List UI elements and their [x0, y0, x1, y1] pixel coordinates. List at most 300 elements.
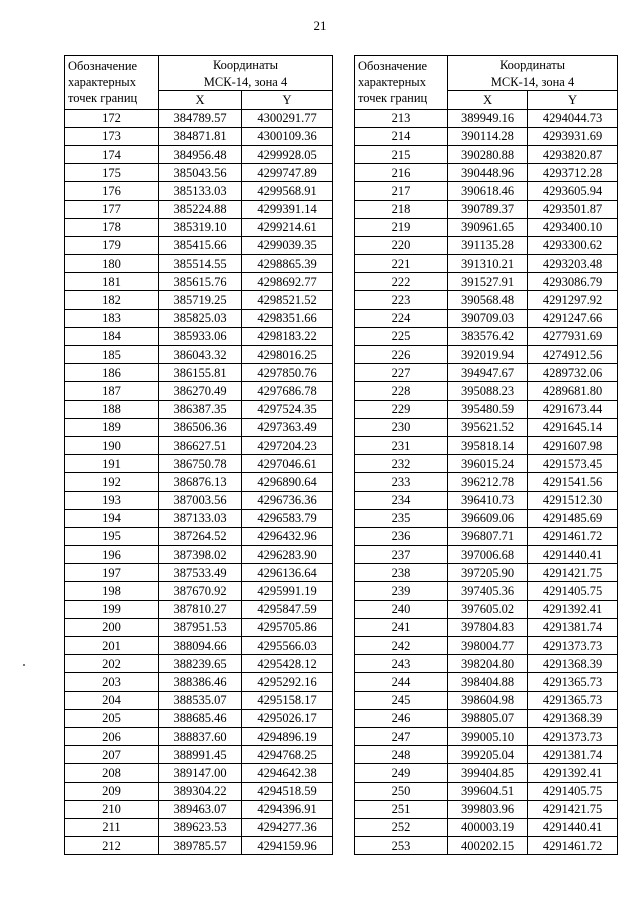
x-coordinate-cell: 389304.22 [159, 782, 242, 800]
point-number-cell: 248 [355, 746, 448, 764]
point-number-cell: 218 [355, 200, 448, 218]
point-number-cell: 202 [65, 655, 159, 673]
x-coordinate-cell: 390961.65 [448, 218, 528, 236]
point-number-cell: 193 [65, 491, 159, 509]
point-designation-header: Обозначение характерных точек границ [355, 56, 448, 110]
y-coordinate-cell: 4295705.86 [242, 618, 333, 636]
point-number-cell: 188 [65, 400, 159, 418]
table-row [65, 164, 333, 182]
table-row [355, 382, 618, 400]
y-coordinate-cell: 4291368.39 [528, 655, 618, 673]
point-number-cell: 240 [355, 600, 448, 618]
scan-speck [23, 664, 25, 666]
x-coordinate-cell: 388837.60 [159, 727, 242, 745]
x-coordinate-cell: 394947.67 [448, 364, 528, 382]
x-coordinate-cell: 388239.65 [159, 655, 242, 673]
x-coordinate-cell: 387670.92 [159, 582, 242, 600]
point-number-cell: 226 [355, 346, 448, 364]
y-coordinate-cell: 4291645.14 [528, 418, 618, 436]
y-coordinate-cell: 4293300.62 [528, 236, 618, 254]
y-coordinate-cell: 4277931.69 [528, 327, 618, 345]
x-coordinate-cell: 387003.56 [159, 491, 242, 509]
x-coordinate-cell: 389623.53 [159, 818, 242, 836]
x-coordinate-cell: 388386.46 [159, 673, 242, 691]
table-row [65, 127, 333, 145]
point-number-cell: 238 [355, 564, 448, 582]
y-coordinate-cell: 4295991.19 [242, 582, 333, 600]
point-number-cell: 177 [65, 200, 159, 218]
x-coordinate-cell: 399205.04 [448, 746, 528, 764]
table-row [65, 727, 333, 745]
table-row [355, 582, 618, 600]
x-coordinate-cell: 397205.90 [448, 564, 528, 582]
point-number-cell: 194 [65, 509, 159, 527]
point-number-cell: 173 [65, 127, 159, 145]
table-row [65, 236, 333, 254]
point-number-cell: 217 [355, 182, 448, 200]
x-coordinate-cell: 387133.03 [159, 509, 242, 527]
table-row [355, 145, 618, 163]
table-row [65, 491, 333, 509]
x-coordinate-cell: 388685.46 [159, 709, 242, 727]
x-coordinate-cell: 389147.00 [159, 764, 242, 782]
x-coordinate-cell: 389785.57 [159, 837, 242, 855]
table-row [355, 200, 618, 218]
table-row [65, 418, 333, 436]
table-row [355, 837, 618, 855]
y-coordinate-cell: 4299747.89 [242, 164, 333, 182]
x-coordinate-cell: 385415.66 [159, 236, 242, 254]
x-coordinate-cell: 387398.02 [159, 546, 242, 564]
y-coordinate-cell: 4294396.91 [242, 800, 333, 818]
y-coordinate-cell: 4295847.59 [242, 600, 333, 618]
y-coordinate-cell: 4296736.36 [242, 491, 333, 509]
y-coordinate-cell: 4291421.75 [528, 564, 618, 582]
table-row [65, 564, 333, 582]
point-number-cell: 186 [65, 364, 159, 382]
y-coordinate-cell: 4294896.19 [242, 727, 333, 745]
y-coordinate-cell: 4299214.61 [242, 218, 333, 236]
x-coordinate-cell: 400003.19 [448, 818, 528, 836]
x-coordinate-cell: 391527.91 [448, 273, 528, 291]
y-coordinate-cell: 4291512.30 [528, 491, 618, 509]
y-coordinate-cell: 4291381.74 [528, 618, 618, 636]
table-row [355, 709, 618, 727]
y-coordinate-cell: 4298183.22 [242, 327, 333, 345]
point-number-cell: 215 [355, 145, 448, 163]
x-coordinate-cell: 389463.07 [159, 800, 242, 818]
x-coordinate-cell: 398604.98 [448, 691, 528, 709]
point-number-cell: 229 [355, 400, 448, 418]
point-number-cell: 237 [355, 546, 448, 564]
table-row [355, 309, 618, 327]
point-number-cell: 175 [65, 164, 159, 182]
y-coordinate-cell: 4299928.05 [242, 145, 333, 163]
x-coordinate-cell: 386387.35 [159, 400, 242, 418]
table-row [65, 291, 333, 309]
table-row [65, 309, 333, 327]
y-coordinate-cell: 4298351.66 [242, 309, 333, 327]
point-number-cell: 253 [355, 837, 448, 855]
x-coordinate-cell: 400202.15 [448, 837, 528, 855]
x-coordinate-cell: 391310.21 [448, 255, 528, 273]
point-number-cell: 252 [355, 818, 448, 836]
y-coordinate-cell: 4293820.87 [528, 145, 618, 163]
point-number-cell: 196 [65, 546, 159, 564]
point-number-cell: 208 [65, 764, 159, 782]
coordinates-header: Координаты [448, 56, 618, 74]
table-row [355, 218, 618, 236]
y-coordinate-cell: 4299391.14 [242, 200, 333, 218]
y-coordinate-cell: 4298521.52 [242, 291, 333, 309]
point-number-cell: 189 [65, 418, 159, 436]
y-coordinate-cell: 4293712.28 [528, 164, 618, 182]
x-coordinate-cell: 389949.16 [448, 109, 528, 127]
table-row [355, 782, 618, 800]
x-coordinate-cell: 397405.36 [448, 582, 528, 600]
x-coordinate-cell: 397804.83 [448, 618, 528, 636]
point-number-cell: 210 [65, 800, 159, 818]
y-coordinate-cell: 4294277.36 [242, 818, 333, 836]
point-number-cell: 220 [355, 236, 448, 254]
y-coordinate-cell: 4274912.56 [528, 346, 618, 364]
point-number-cell: 212 [65, 837, 159, 855]
y-coordinate-cell: 4300291.77 [242, 109, 333, 127]
y-coordinate-cell: 4297850.76 [242, 364, 333, 382]
x-coordinate-cell: 388991.45 [159, 746, 242, 764]
x-coordinate-cell: 396212.78 [448, 473, 528, 491]
x-coordinate-cell: 387951.53 [159, 618, 242, 636]
point-number-cell: 205 [65, 709, 159, 727]
x-coordinate-cell: 387264.52 [159, 527, 242, 545]
table-row [65, 618, 333, 636]
x-coordinate-cell: 385514.55 [159, 255, 242, 273]
point-number-cell: 235 [355, 509, 448, 527]
x-coordinate-cell: 385043.56 [159, 164, 242, 182]
y-coordinate-cell: 4291368.39 [528, 709, 618, 727]
point-number-cell: 234 [355, 491, 448, 509]
point-number-cell: 184 [65, 327, 159, 345]
y-coordinate-cell: 4291405.75 [528, 782, 618, 800]
point-number-cell: 185 [65, 346, 159, 364]
point-number-cell: 236 [355, 527, 448, 545]
table-row [65, 382, 333, 400]
y-coordinate-cell: 4293931.69 [528, 127, 618, 145]
y-coordinate-cell: 4296890.64 [242, 473, 333, 491]
y-coordinate-cell: 4297363.49 [242, 418, 333, 436]
x-coordinate-cell: 390618.46 [448, 182, 528, 200]
point-number-cell: 203 [65, 673, 159, 691]
y-coordinate-cell: 4297524.35 [242, 400, 333, 418]
table-body-right [355, 109, 618, 855]
x-coordinate-cell: 396609.06 [448, 509, 528, 527]
x-coordinate-cell: 399404.85 [448, 764, 528, 782]
point-number-cell: 228 [355, 382, 448, 400]
y-coordinate-cell: 4297686.78 [242, 382, 333, 400]
y-coordinate-cell: 4291365.73 [528, 691, 618, 709]
x-coordinate-cell: 388094.66 [159, 637, 242, 655]
x-coordinate-cell: 385615.76 [159, 273, 242, 291]
x-coordinate-cell: 398404.88 [448, 673, 528, 691]
x-coordinate-cell: 384789.57 [159, 109, 242, 127]
x-coordinate-cell: 399005.10 [448, 727, 528, 745]
y-coordinate-cell: 4295566.03 [242, 637, 333, 655]
y-coordinate-cell: 4299568.91 [242, 182, 333, 200]
y-coordinate-cell: 4291373.73 [528, 727, 618, 745]
point-number-cell: 198 [65, 582, 159, 600]
table-row [355, 818, 618, 836]
table-row [355, 509, 618, 527]
table-row [65, 691, 333, 709]
point-number-cell: 213 [355, 109, 448, 127]
y-coordinate-cell: 4291381.74 [528, 746, 618, 764]
coordinates-table-right [354, 55, 618, 855]
table-row [355, 436, 618, 454]
y-coordinate-cell: 4298865.39 [242, 255, 333, 273]
point-number-cell: 201 [65, 637, 159, 655]
table-row [65, 655, 333, 673]
point-number-cell: 239 [355, 582, 448, 600]
table-row [65, 255, 333, 273]
point-number-cell: 197 [65, 564, 159, 582]
point-number-cell: 244 [355, 673, 448, 691]
point-number-cell: 191 [65, 455, 159, 473]
point-number-cell: 179 [65, 236, 159, 254]
table-row [65, 273, 333, 291]
point-number-cell: 199 [65, 600, 159, 618]
x-coordinate-cell: 390280.88 [448, 145, 528, 163]
x-coordinate-cell: 386627.51 [159, 436, 242, 454]
x-coordinate-cell: 385224.88 [159, 200, 242, 218]
page-number: 21 [313, 18, 327, 33]
point-number-cell: 224 [355, 309, 448, 327]
table-row [65, 782, 333, 800]
table-row [65, 346, 333, 364]
y-coordinate-cell: 4291573.45 [528, 455, 618, 473]
table-row [65, 109, 333, 127]
table-row [65, 473, 333, 491]
x-coordinate-cell: 396410.73 [448, 491, 528, 509]
x-coordinate-cell: 386043.32 [159, 346, 242, 364]
y-coordinate-cell: 4293605.94 [528, 182, 618, 200]
y-coordinate-cell: 4294642.38 [242, 764, 333, 782]
y-coordinate-cell: 4296136.64 [242, 564, 333, 582]
table-row [65, 509, 333, 527]
table-row [355, 655, 618, 673]
point-number-cell: 214 [355, 127, 448, 145]
table-row [355, 727, 618, 745]
table-row [65, 600, 333, 618]
point-number-cell: 207 [65, 746, 159, 764]
y-coordinate-cell: 4296583.79 [242, 509, 333, 527]
y-coordinate-cell: 4291607.98 [528, 436, 618, 454]
x-coordinate-cell: 390114.28 [448, 127, 528, 145]
y-coordinate-cell: 4295428.12 [242, 655, 333, 673]
coordinate-system-header: МСК-14, зона 4 [448, 73, 618, 91]
y-coordinate-cell: 4294159.96 [242, 837, 333, 855]
point-number-cell: 221 [355, 255, 448, 273]
table-row [355, 564, 618, 582]
y-coordinate-cell: 4295158.17 [242, 691, 333, 709]
table-row [65, 764, 333, 782]
x-coordinate-cell: 397605.02 [448, 600, 528, 618]
x-coordinate-cell: 397006.68 [448, 546, 528, 564]
y-coordinate-cell: 4293086.79 [528, 273, 618, 291]
table-row [65, 364, 333, 382]
x-column-header: X [448, 91, 528, 109]
table-row [355, 473, 618, 491]
table-row [65, 527, 333, 545]
table-row [355, 800, 618, 818]
point-number-cell: 242 [355, 637, 448, 655]
x-coordinate-cell: 399604.51 [448, 782, 528, 800]
point-number-cell: 172 [65, 109, 159, 127]
table-row [355, 491, 618, 509]
table-row [65, 637, 333, 655]
point-number-cell: 247 [355, 727, 448, 745]
table-row [355, 364, 618, 382]
x-coordinate-cell: 395088.23 [448, 382, 528, 400]
table-row [65, 673, 333, 691]
y-coordinate-cell: 4294768.25 [242, 746, 333, 764]
x-coordinate-cell: 390568.48 [448, 291, 528, 309]
x-coordinate-cell: 386155.81 [159, 364, 242, 382]
x-coordinate-cell: 398805.07 [448, 709, 528, 727]
x-coordinate-cell: 390709.03 [448, 309, 528, 327]
x-coordinate-cell: 386506.36 [159, 418, 242, 436]
table-row [355, 109, 618, 127]
point-number-cell: 209 [65, 782, 159, 800]
point-number-cell: 200 [65, 618, 159, 636]
y-column-header: Y [242, 91, 333, 109]
y-coordinate-cell: 4293400.10 [528, 218, 618, 236]
point-number-cell: 232 [355, 455, 448, 473]
y-coordinate-cell: 4291673.44 [528, 400, 618, 418]
x-coordinate-cell: 392019.94 [448, 346, 528, 364]
table-row [65, 327, 333, 345]
point-number-cell: 230 [355, 418, 448, 436]
x-coordinate-cell: 396015.24 [448, 455, 528, 473]
x-coordinate-cell: 390789.37 [448, 200, 528, 218]
x-coordinate-cell: 388535.07 [159, 691, 242, 709]
y-coordinate-cell: 4293203.48 [528, 255, 618, 273]
point-number-cell: 250 [355, 782, 448, 800]
point-number-cell: 206 [65, 727, 159, 745]
point-number-cell: 176 [65, 182, 159, 200]
table-row [65, 145, 333, 163]
y-coordinate-cell: 4295026.17 [242, 709, 333, 727]
x-coordinate-cell: 399803.96 [448, 800, 528, 818]
x-column-header: X [159, 91, 242, 109]
y-coordinate-cell: 4291392.41 [528, 764, 618, 782]
x-coordinate-cell: 385933.06 [159, 327, 242, 345]
y-column-header: Y [528, 91, 618, 109]
table-row [355, 127, 618, 145]
coordinates-table-left [64, 55, 333, 855]
table-row [355, 746, 618, 764]
point-number-cell: 211 [65, 818, 159, 836]
table-row [65, 582, 333, 600]
x-coordinate-cell: 387533.49 [159, 564, 242, 582]
x-coordinate-cell: 384956.48 [159, 145, 242, 163]
point-number-cell: 241 [355, 618, 448, 636]
point-number-cell: 183 [65, 309, 159, 327]
x-coordinate-cell: 386876.13 [159, 473, 242, 491]
table-row [355, 236, 618, 254]
y-coordinate-cell: 4291247.66 [528, 309, 618, 327]
table-row [65, 436, 333, 454]
y-coordinate-cell: 4291421.75 [528, 800, 618, 818]
table-row [355, 400, 618, 418]
table-row [355, 346, 618, 364]
point-number-cell: 181 [65, 273, 159, 291]
y-coordinate-cell: 4299039.35 [242, 236, 333, 254]
x-coordinate-cell: 383576.42 [448, 327, 528, 345]
y-coordinate-cell: 4291405.75 [528, 582, 618, 600]
x-coordinate-cell: 385319.10 [159, 218, 242, 236]
table-row [355, 673, 618, 691]
point-number-cell: 249 [355, 764, 448, 782]
point-number-cell: 223 [355, 291, 448, 309]
y-coordinate-cell: 4289681.80 [528, 382, 618, 400]
x-coordinate-cell: 385825.03 [159, 309, 242, 327]
y-coordinate-cell: 4293501.87 [528, 200, 618, 218]
y-coordinate-cell: 4291541.56 [528, 473, 618, 491]
point-number-cell: 227 [355, 364, 448, 382]
y-coordinate-cell: 4294044.73 [528, 109, 618, 127]
y-coordinate-cell: 4300109.36 [242, 127, 333, 145]
x-coordinate-cell: 385719.25 [159, 291, 242, 309]
point-number-cell: 225 [355, 327, 448, 345]
table-row [355, 418, 618, 436]
table-row [355, 618, 618, 636]
y-coordinate-cell: 4296283.90 [242, 546, 333, 564]
y-coordinate-cell: 4297046.61 [242, 455, 333, 473]
x-coordinate-cell: 395621.52 [448, 418, 528, 436]
table-row [355, 327, 618, 345]
x-coordinate-cell: 384871.81 [159, 127, 242, 145]
table-row [355, 546, 618, 564]
y-coordinate-cell: 4291461.72 [528, 527, 618, 545]
x-coordinate-cell: 398204.80 [448, 655, 528, 673]
table-row [355, 637, 618, 655]
y-coordinate-cell: 4291461.72 [528, 837, 618, 855]
point-number-cell: 178 [65, 218, 159, 236]
y-coordinate-cell: 4289732.06 [528, 364, 618, 382]
y-coordinate-cell: 4291440.41 [528, 546, 618, 564]
y-coordinate-cell: 4291373.73 [528, 637, 618, 655]
y-coordinate-cell: 4296432.96 [242, 527, 333, 545]
point-designation-header: Обозначение характерных точек границ [65, 56, 159, 110]
table-row [65, 709, 333, 727]
y-coordinate-cell: 4291392.41 [528, 600, 618, 618]
point-number-cell: 231 [355, 436, 448, 454]
x-coordinate-cell: 396807.71 [448, 527, 528, 545]
y-coordinate-cell: 4298016.25 [242, 346, 333, 364]
coordinates-header: Координаты [159, 56, 333, 74]
y-coordinate-cell: 4291297.92 [528, 291, 618, 309]
x-coordinate-cell: 391135.28 [448, 236, 528, 254]
table-body-left [65, 109, 333, 855]
point-number-cell: 192 [65, 473, 159, 491]
table-row [65, 546, 333, 564]
point-number-cell: 182 [65, 291, 159, 309]
point-number-cell: 245 [355, 691, 448, 709]
point-number-cell: 187 [65, 382, 159, 400]
point-number-cell: 219 [355, 218, 448, 236]
table-row [355, 691, 618, 709]
x-coordinate-cell: 387810.27 [159, 600, 242, 618]
